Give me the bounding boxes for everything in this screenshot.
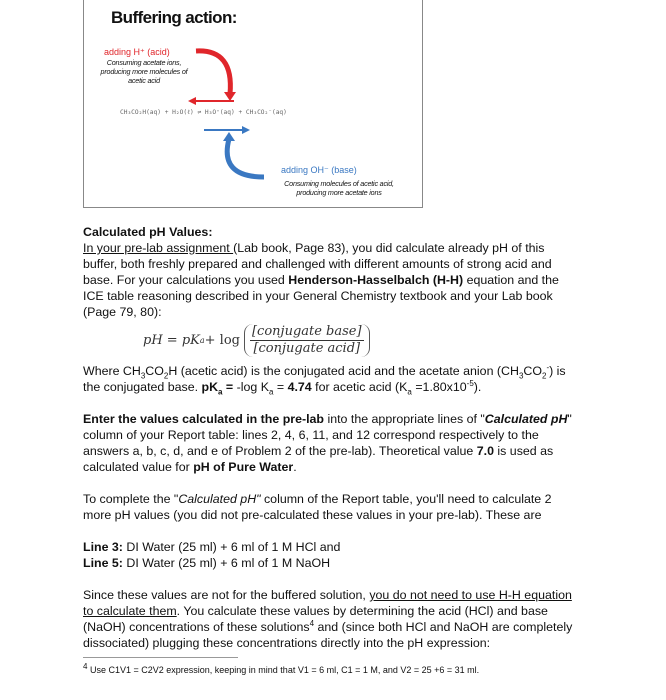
buffering-action-figure — [83, 0, 423, 208]
figure-title: Buffering action: — [111, 8, 237, 27]
equilibrium-equation: CH₃CO₂H(aq) + H₂O(ℓ) ⇌ H₃O⁺(aq) + CH₃CO₂⁻(aq) — [120, 109, 287, 116]
section-title: Calculated pH Values: — [83, 225, 213, 239]
acid-label: adding H⁺ (acid) — [104, 47, 170, 57]
line-list — [83, 539, 578, 571]
reaction-arrows — [84, 0, 424, 209]
paragraph-enter-values: Enter the values calculated in the pre-lab into the appropriate lines of "Calculated pH" column of your Report table: lines 2, 4, 6, 11, and 12 correspond respectively to the answers a, b, c, d, and e of Problem 2 of the pre-lab). Theoretical value 7.0 is used as calculated value for pH of Pure Water. — [83, 412, 572, 474]
henderson-hasselbalch-formula: pH = pK a + log $\frac{\text{[conjugate base]}}{\text{[conjugate acid]}}$ — [143, 324, 578, 357]
paragraph-definitions: Where $CH_3CO_2H$ (acetic acid) is the conjugated acid and the acetate anion $(CH_3CO_2^-)$ is the conjugated base. $pK_a = -\log$ $K_a = 4.74$ for acetic acid $(K_a =1.80x10^{-5})$. — [83, 362, 566, 397]
paragraph-prelab: In your pre-lab assignment (Lab book, Page 83), you did calculate already pH of this buffer, both freshly prepared and challenged with different amounts of strong acid and base. For your calculations you used Henderson-Hasselbalch (H-H) equation and the ICE table reasoning described in your General Chemistry textbook and your Lab book (Page 79, 80): — [83, 241, 559, 319]
base-description: Consuming molecules of acetic acid, producing more acetate ions — [284, 179, 394, 197]
base-curved-arrow — [227, 139, 264, 177]
footnote-divider — [83, 657, 238, 658]
paragraph-complete: To complete the "Calculated pH" column of the Report table, you'll need to calculate 2 more pH values (you did not pre-calculated these values in your pre-lab). These are — [83, 492, 552, 522]
acid-arrowhead — [224, 92, 236, 101]
paragraph-since: Since these values are not for the buffered solution, you do not need to use H-H equation to calculate them. You calculate these values by determining the acid (HCl) and base (NaOH) concentrations of these solutions$^4$ and (since both HCl and NaOH are completely dissociated) plugging these concentrations directly into the pH expression: — [83, 588, 573, 650]
acid-description: Consuming acetate ions, producing more molecules of acetic acid — [100, 58, 188, 85]
line-3: Line 3: DI Water (25 ml) + 6 ml of 1 M HCl and — [83, 540, 341, 554]
base-label: adding OH⁻ (base) — [281, 165, 357, 175]
line-5: Line 5: DI Water (25 ml) + 6 ml of 1 M NaOH — [83, 556, 331, 570]
document-body — [83, 224, 578, 678]
footnote: $^4$ Use C1V1 = C2V2 expression, keeping in mind that V1 = 6 ml, C1 = 1 M, and V2 = 25 +6 = 31 ml. — [83, 662, 480, 675]
